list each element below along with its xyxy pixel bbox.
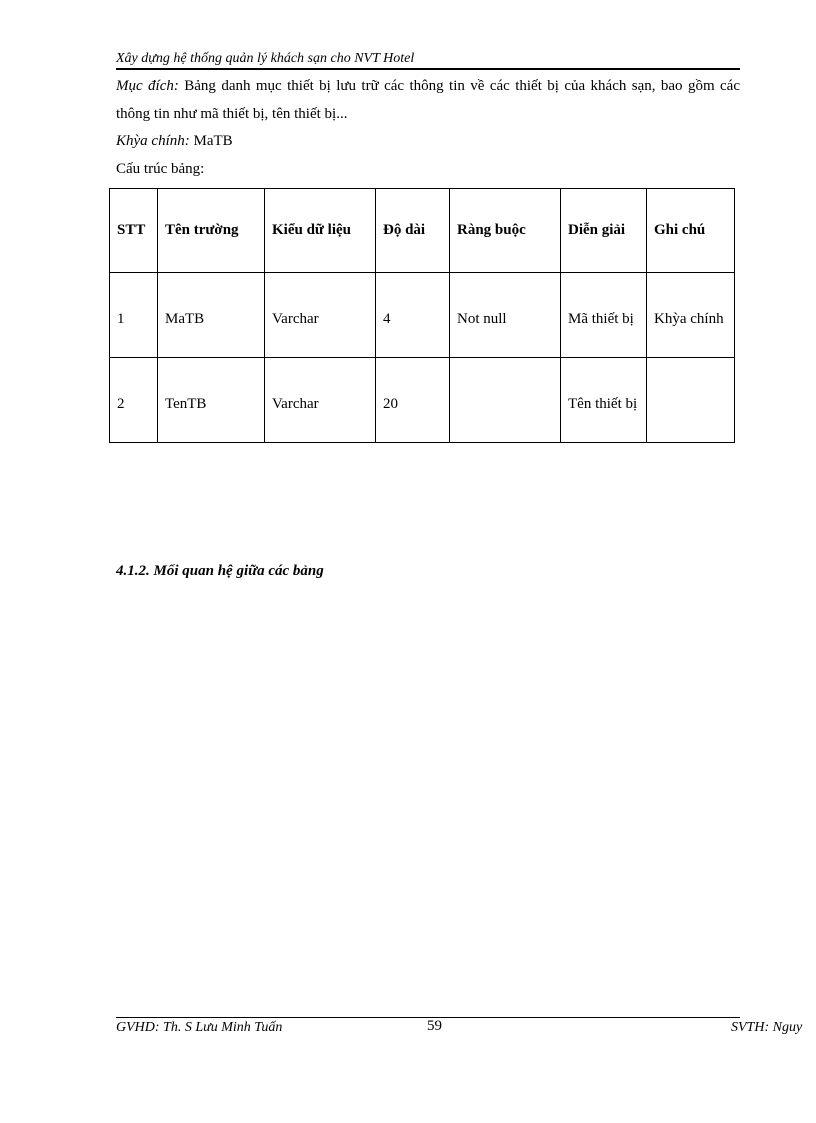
purpose-label: Mục đích: [116,78,179,94]
table-cell [376,273,450,358]
purpose-paragraph [116,72,740,128]
cell-field-name: MaTB [165,311,205,327]
header-note: Ghi chú [647,189,735,273]
purpose-text: Bảng danh mục thiết bị lưu trữ các thông tin về các thiết bị của khách sạn, bao gồm các thông tin như mã thiết bị, tên thiết bị... [116,78,740,122]
table-cell [158,273,265,358]
table-cell [450,358,561,443]
table-cell [110,273,158,358]
cell-length: 20 [383,396,398,412]
table-cell [561,273,647,358]
table-cell [561,358,647,443]
cell-data-type: Varchar [272,396,319,412]
table-cell [265,358,376,443]
cell-note [654,396,727,404]
table-cell [265,273,376,358]
header-field-name: Tên trường [158,189,265,273]
document-header: Xây dựng hệ thống quản lý khách sạn cho NVT Hotel [116,50,740,70]
cell-constraint: Not null [457,311,507,327]
cell-field-name: TenTB [165,396,207,412]
cell-data-type: Varchar [272,311,319,327]
cell-constraint [457,396,553,404]
page-number: 59 [427,1018,442,1034]
section-heading: 4.1.2. Mối quan hệ giữa các bảng [116,563,324,579]
table-row [110,273,735,358]
cell-stt: 1 [117,311,125,327]
header-description: Diễn giải [561,189,647,273]
cell-note: Khỳa chính [654,311,724,327]
table-cell [158,358,265,443]
header-constraint: Ràng buộc [450,189,561,273]
header-data-type: Kiểu dữ liệu [265,189,376,273]
table-header-row [110,189,735,273]
footer-student: SVTH: Nguy [731,1020,803,1035]
field-spec-table [109,188,735,443]
cell-description: Tên thiết bị [568,396,638,412]
primary-key-line [116,127,740,155]
footer-advisor: GVHD: Th. S Lưu Minh Tuấn [116,1020,283,1035]
header-length: Độ dài [376,189,450,273]
table-cell [376,358,450,443]
cell-description: Mã thiết bị [568,311,634,327]
header-stt: STT [110,189,158,273]
primary-key-value: MaTB [189,133,233,149]
table-cell [647,273,735,358]
table-row [110,358,735,443]
structure-label: Cấu trúc bảng: [116,161,205,177]
cell-length: 4 [383,311,391,327]
table-cell [110,358,158,443]
primary-key-label: Khỳa chính: [116,133,190,149]
table-cell [647,358,735,443]
cell-stt: 2 [117,396,125,412]
table-cell [450,273,561,358]
